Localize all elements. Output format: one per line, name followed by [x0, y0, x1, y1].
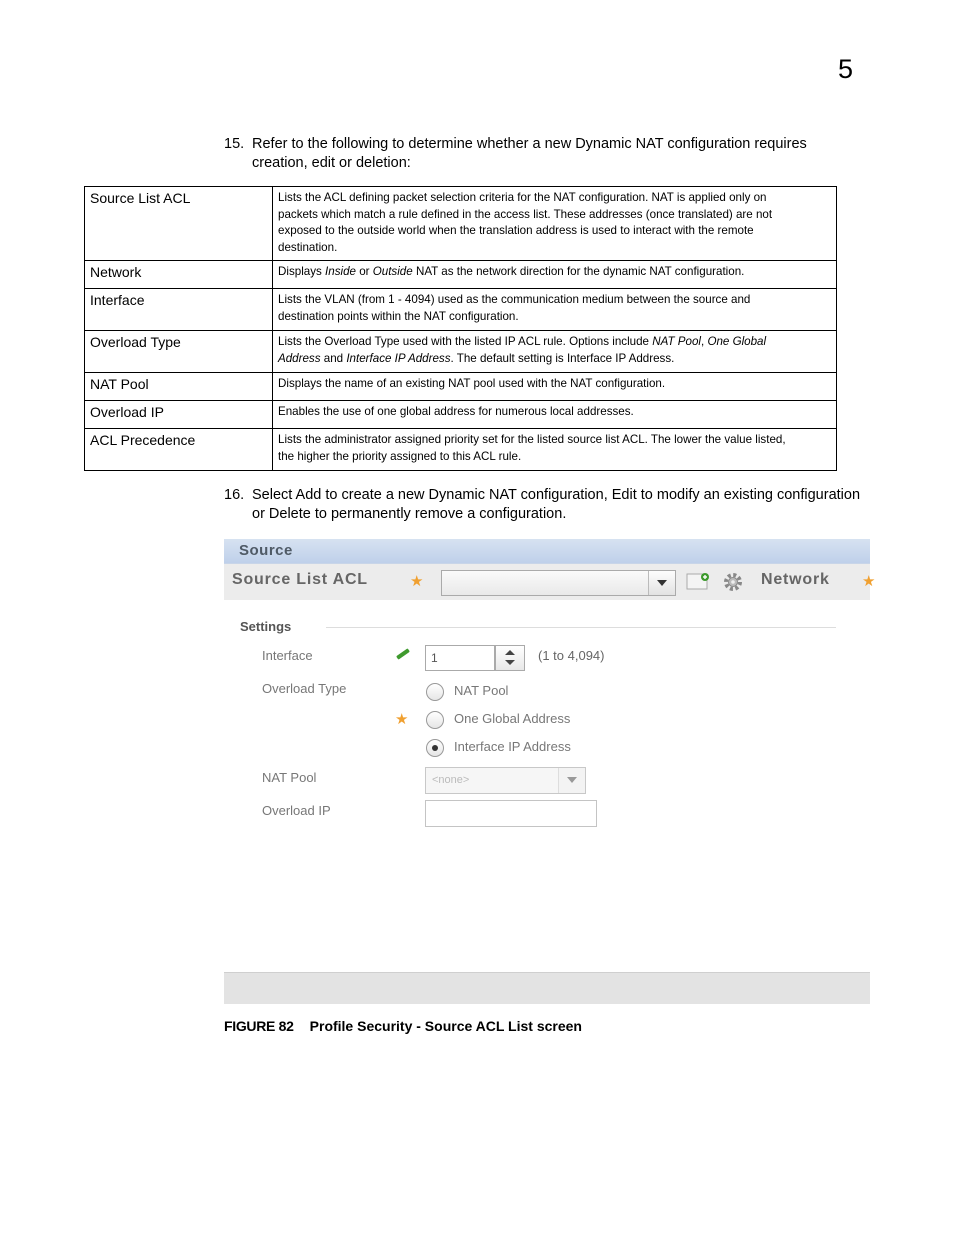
- step-text: Select: [252, 487, 296, 503]
- chapter-number: 5: [838, 54, 854, 84]
- description-text: ,: [700, 335, 708, 348]
- step-16: [224, 486, 874, 526]
- nat-pool-value: <none>: [432, 774, 470, 786]
- pencil-icon: [396, 648, 410, 659]
- dialog-footer: [224, 972, 870, 1004]
- description-text: NAT as the network direction for the dynamic NAT configuration.: [412, 265, 745, 278]
- description-text: and: [320, 351, 347, 365]
- description-cell: [273, 289, 837, 331]
- description-cell: [273, 373, 837, 401]
- step-text: or: [252, 506, 269, 522]
- step-number: 15.: [224, 136, 245, 152]
- step-text: to create a new Dynamic NAT configuration,: [321, 487, 612, 503]
- source-acl-screenshot: [224, 539, 876, 1003]
- radio-one-global-address[interactable]: [426, 711, 444, 729]
- term-cell: Interface: [85, 289, 273, 331]
- overload-type-label: Overload Type: [262, 681, 347, 696]
- interface-stepper[interactable]: [495, 645, 525, 671]
- create-new-icon[interactable]: [686, 572, 712, 592]
- term-cell: Overload IP: [85, 401, 273, 429]
- description-italic: Inside: [325, 265, 356, 278]
- source-list-acl-select[interactable]: [441, 570, 676, 596]
- figure-caption: [224, 1018, 582, 1034]
- description-line: packets which match a rule defined in the access list. These addresses (once translated) are not: [278, 207, 773, 221]
- description-text: . The default setting is Interface IP Address.: [450, 351, 675, 365]
- step-text-line1: [252, 486, 860, 505]
- term-cell: Overload Type: [85, 331, 273, 373]
- edit-keyword: Edit: [611, 487, 637, 503]
- description-text: Lists the Overload Type used with the listed IP ACL rule. Options include: [278, 335, 653, 348]
- description-line: [278, 351, 831, 368]
- source-list-acl-label: Source List ACL: [232, 571, 368, 588]
- source-header: [224, 539, 870, 564]
- description-italic: NAT Pool: [652, 335, 701, 348]
- radio-label-one-global-address: One Global Address: [454, 711, 571, 726]
- description-line: exposed to the outside world when the translation address is used to interact with the remote: [278, 224, 754, 237]
- description-line: destination.: [278, 240, 338, 254]
- description-line: Lists the ACL defining packet selection criteria for the NAT configuration. NAT is applied only on: [278, 191, 767, 204]
- term-cell: NAT Pool: [85, 373, 273, 401]
- delete-keyword: Delete: [268, 506, 311, 522]
- gear-icon[interactable]: [721, 571, 745, 593]
- radio-label-nat-pool: NAT Pool: [454, 683, 509, 698]
- nat-pool-select[interactable]: [425, 767, 586, 794]
- nat-pool-label: NAT Pool: [262, 770, 317, 785]
- step-15: [224, 135, 844, 175]
- table-row: [85, 429, 837, 471]
- settings-section-label: Settings: [240, 619, 292, 634]
- table-row: [85, 373, 837, 401]
- description-line: the higher the priority assigned to this ACL rule.: [278, 449, 522, 463]
- table-row: [85, 401, 837, 429]
- required-star-icon: ★: [410, 573, 424, 590]
- step-text-line2: creation, edit or deletion:: [252, 155, 411, 171]
- table-row: [85, 261, 837, 289]
- description-cell: [273, 261, 837, 289]
- overload-ip-label: Overload IP: [262, 803, 331, 818]
- radio-interface-ip-address[interactable]: [426, 739, 444, 757]
- term-cell: ACL Precedence: [85, 429, 273, 471]
- description-line: Lists the VLAN (from 1 - 4094) used as the communication medium between the source and: [278, 293, 751, 306]
- interface-range-hint: (1 to 4,094): [538, 648, 605, 663]
- chevron-down-icon[interactable]: [648, 571, 675, 595]
- description-cell: [273, 429, 837, 471]
- interface-label: Interface: [262, 648, 313, 663]
- description-line: Lists the administrator assigned priority set for the listed source list ACL. The lower the value listed,: [278, 433, 786, 446]
- required-star-icon: ★: [862, 573, 876, 590]
- settings-divider: [326, 627, 836, 628]
- term-cell: Source List ACL: [85, 187, 273, 261]
- radio-nat-pool[interactable]: [426, 683, 444, 701]
- network-label: Network: [761, 571, 830, 588]
- table-row: [85, 187, 837, 261]
- stepper-down-icon[interactable]: [505, 660, 515, 665]
- term-cell: Network: [85, 261, 273, 289]
- description-italic: Interface IP Address: [346, 351, 451, 365]
- add-keyword: Add: [295, 487, 322, 503]
- table-row: [85, 289, 837, 331]
- table-row: [85, 331, 837, 373]
- chevron-down-icon[interactable]: [558, 768, 585, 793]
- interface-input[interactable]: [425, 645, 495, 671]
- overload-ip-input[interactable]: [425, 800, 597, 827]
- figure-title: Profile Security - Source ACL List screen: [309, 1018, 582, 1034]
- step-text: to modify an existing configuration: [636, 487, 861, 503]
- description-italic: Address: [278, 351, 321, 365]
- reference-table: [84, 186, 837, 471]
- source-row: [224, 564, 876, 600]
- description-italic: One Global: [707, 335, 767, 348]
- step-text-line1: Refer to the following to determine whether a new Dynamic NAT configuration requires: [252, 136, 807, 152]
- description-line: destination points within the NAT configuration.: [278, 309, 519, 323]
- description-cell: [273, 187, 837, 261]
- description-line: [278, 334, 831, 351]
- description-cell: [273, 331, 837, 373]
- required-star-icon: ★: [395, 711, 409, 728]
- description-italic: Outside: [372, 265, 413, 278]
- interface-value: 1: [431, 651, 438, 665]
- step-text-line2: [252, 505, 566, 524]
- figure-number: FIGURE 82: [224, 1018, 294, 1034]
- radio-label-interface-ip-address: Interface IP Address: [454, 739, 571, 754]
- description-text: Displays: [278, 265, 326, 278]
- description-line: Enables the use of one global address for numerous local addresses.: [278, 405, 634, 418]
- step-number: 16.: [224, 487, 245, 503]
- description-cell: [273, 401, 837, 429]
- stepper-up-icon[interactable]: [505, 650, 515, 655]
- step-text: to permanently remove a configuration.: [310, 506, 567, 522]
- description-line: Displays the name of an existing NAT pool used with the NAT configuration.: [278, 377, 666, 390]
- source-header-title: Source: [239, 542, 293, 559]
- description-text: or: [355, 265, 373, 278]
